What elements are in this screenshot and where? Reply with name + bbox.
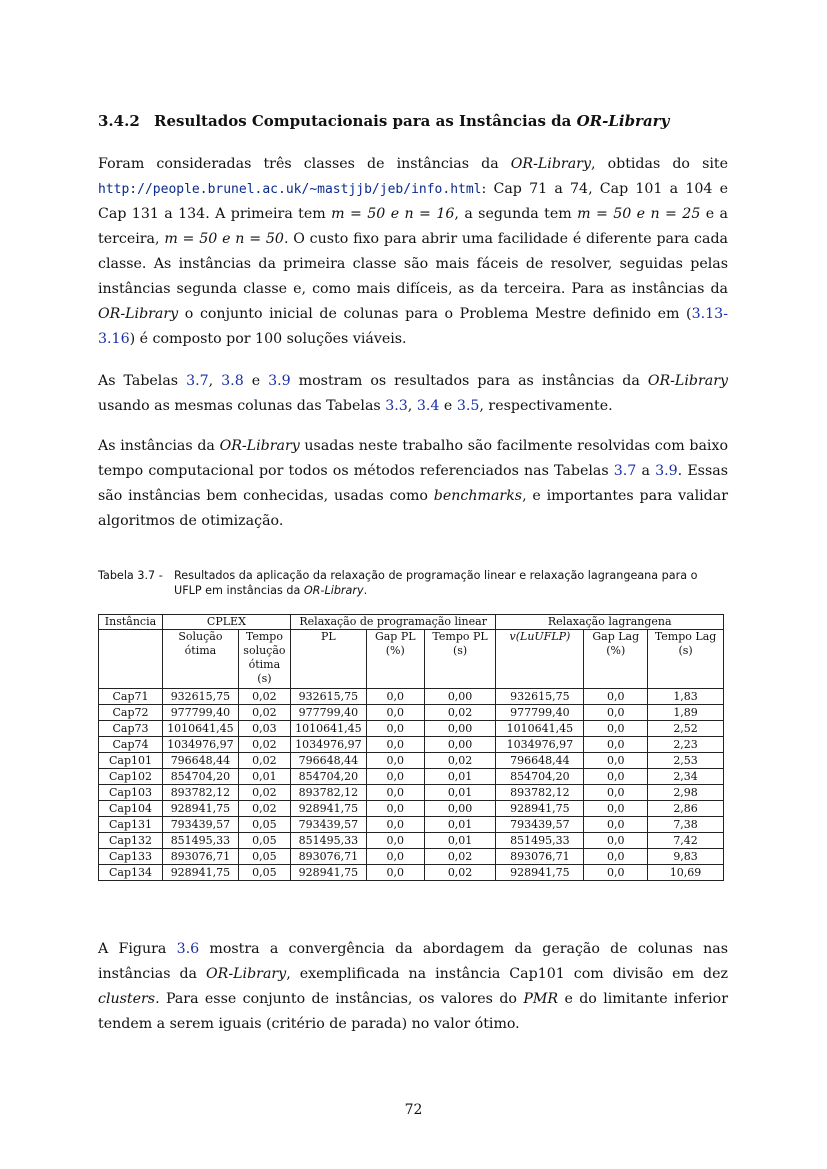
pmr-term: PMR bbox=[523, 991, 559, 1007]
math-expression: m = 50 e n = 25 bbox=[577, 206, 701, 222]
table-row bbox=[99, 817, 724, 833]
table-cell: 0,0 bbox=[366, 689, 424, 705]
clusters-term: clusters bbox=[98, 991, 156, 1007]
table-cell: 793439,57 bbox=[496, 817, 584, 833]
table-group-header-row bbox=[99, 615, 724, 630]
header-instancia: Instância bbox=[99, 615, 163, 630]
page-number: 72 bbox=[404, 1102, 423, 1118]
table-cell: 0,0 bbox=[366, 737, 424, 753]
text-span: a bbox=[636, 463, 656, 479]
table-row bbox=[99, 785, 724, 801]
paragraph-benchmarks bbox=[98, 434, 728, 534]
table-cell: 2,23 bbox=[648, 737, 724, 753]
table-cell: Cap102 bbox=[99, 769, 163, 785]
table-cell: 851495,33 bbox=[496, 833, 584, 849]
table-row bbox=[99, 801, 724, 817]
table-cell: 928941,75 bbox=[290, 801, 366, 817]
caption-text bbox=[174, 568, 724, 598]
table-cell: Cap104 bbox=[99, 801, 163, 817]
header-empty bbox=[99, 630, 163, 689]
or-library-term: OR-Library bbox=[98, 306, 179, 322]
table-cell: 928941,75 bbox=[496, 865, 584, 881]
table-cell: 0,02 bbox=[238, 801, 290, 817]
table-cell: 928941,75 bbox=[162, 865, 238, 881]
table-cell: 0,0 bbox=[584, 737, 648, 753]
table-cell: 0,00 bbox=[424, 689, 496, 705]
text-span: usadas neste trabalho são facilmente resolvidas com baixo tempo computacional por todos os métodos referenciados nas Tabelas bbox=[98, 438, 728, 479]
table-cell: 0,0 bbox=[366, 769, 424, 785]
table-cell: 793439,57 bbox=[290, 817, 366, 833]
table-cell: 0,01 bbox=[424, 769, 496, 785]
table-cell: 2,98 bbox=[648, 785, 724, 801]
table-cell: 0,02 bbox=[238, 689, 290, 705]
header-vlag: v(LuUFLP) bbox=[496, 630, 584, 689]
table-cell: 0,00 bbox=[424, 737, 496, 753]
table-cell: 0,0 bbox=[366, 801, 424, 817]
table-cell: 0,03 bbox=[238, 721, 290, 737]
table-cell: 7,42 bbox=[648, 833, 724, 849]
table-cell: 0,0 bbox=[584, 865, 648, 881]
table-cell: 0,01 bbox=[238, 769, 290, 785]
table-cell: 0,0 bbox=[366, 785, 424, 801]
table-cell: 0,01 bbox=[424, 817, 496, 833]
table-cell: 0,02 bbox=[238, 753, 290, 769]
or-library-term: OR-Library bbox=[206, 966, 287, 982]
header-pl: PL bbox=[290, 630, 366, 689]
table-row bbox=[99, 753, 724, 769]
text-span: As instâncias da bbox=[98, 438, 220, 454]
section-title-italic: OR-Library bbox=[576, 112, 670, 130]
table-cell: 1034976,97 bbox=[290, 737, 366, 753]
table-cell: 9,83 bbox=[648, 849, 724, 865]
table-cell: 0,0 bbox=[584, 689, 648, 705]
table-cell: 0,05 bbox=[238, 865, 290, 881]
text-span: o conjunto inicial de colunas para o Problema Mestre definido em ( bbox=[178, 306, 692, 322]
table-caption bbox=[98, 568, 728, 598]
table-cell: 0,02 bbox=[424, 865, 496, 881]
table-ref-link[interactable]: 3.9 bbox=[655, 463, 678, 479]
caption-end: . bbox=[363, 584, 368, 597]
section-heading bbox=[98, 112, 738, 130]
text-span: , obtidas do site bbox=[590, 156, 728, 172]
table-ref-link[interactable]: 3.5 bbox=[456, 398, 480, 414]
table-cell: 0,0 bbox=[584, 801, 648, 817]
table-row bbox=[99, 689, 724, 705]
table-cell: 893076,71 bbox=[290, 849, 366, 865]
or-library-term: OR-Library bbox=[647, 373, 728, 389]
table-row bbox=[99, 865, 724, 881]
table-cell: 7,38 bbox=[648, 817, 724, 833]
table-cell: Cap133 bbox=[99, 849, 163, 865]
table-ref-link[interactable]: 3.9 bbox=[268, 373, 291, 389]
table-column-header-row bbox=[99, 630, 724, 689]
table-cell: 1010641,45 bbox=[496, 721, 584, 737]
table-cell: 0,01 bbox=[424, 833, 496, 849]
or-library-term: OR-Library bbox=[510, 156, 591, 172]
math-expression: m = 50 e n = 50 bbox=[164, 231, 284, 247]
paragraph-tables bbox=[98, 369, 728, 419]
table-cell: 1010641,45 bbox=[162, 721, 238, 737]
text-span: mostra a convergência da abordagem da geração de colunas nas instâncias da bbox=[98, 941, 729, 982]
table-cell: 0,05 bbox=[238, 817, 290, 833]
table-cell: 893076,71 bbox=[496, 849, 584, 865]
text-span: , a segunda tem bbox=[454, 206, 578, 222]
table-cell: 0,0 bbox=[366, 817, 424, 833]
table-cell: 0,0 bbox=[584, 833, 648, 849]
or-library-term: OR-Library bbox=[219, 438, 300, 454]
table-cell: Cap73 bbox=[99, 721, 163, 737]
text-span: usando as mesmas colunas das Tabelas bbox=[98, 398, 386, 414]
table-cell: 854704,20 bbox=[162, 769, 238, 785]
section-number: 3.4.2 bbox=[98, 112, 140, 130]
table-cell: 1,89 bbox=[648, 705, 724, 721]
text-span: , respectivamente. bbox=[479, 398, 613, 414]
text-span: . Para esse conjunto de instâncias, os valores do bbox=[155, 991, 524, 1007]
text-span: , exemplificada na instância Cap101 com divisão em dez bbox=[286, 966, 728, 982]
table-body bbox=[99, 689, 724, 881]
table-ref-link[interactable]: 3.8 bbox=[221, 373, 244, 389]
table-cell: Cap74 bbox=[99, 737, 163, 753]
figure-ref-link[interactable]: 3.6 bbox=[176, 941, 200, 957]
table-cell: 10,69 bbox=[648, 865, 724, 881]
header-gap-lag: Gap Lag (%) bbox=[584, 630, 648, 689]
site-url-link[interactable]: http://people.brunel.ac.uk/~mastjjb/jeb/info.html bbox=[98, 182, 482, 197]
table-cell: 0,0 bbox=[584, 785, 648, 801]
table-cell: Cap131 bbox=[99, 817, 163, 833]
paragraph-instances bbox=[98, 152, 728, 352]
table-cell: 0,0 bbox=[584, 705, 648, 721]
table-cell: 0,02 bbox=[424, 705, 496, 721]
table-cell: 0,00 bbox=[424, 721, 496, 737]
header-gap-pl: Gap PL (%) bbox=[366, 630, 424, 689]
text-span: As Tabelas bbox=[98, 373, 187, 389]
text-span: e bbox=[243, 373, 269, 389]
text-span: , e importantes para validar algoritmos de otimização. bbox=[98, 488, 729, 529]
table-cell: 851495,33 bbox=[162, 833, 238, 849]
table-cell: 0,05 bbox=[238, 833, 290, 849]
table-cell: 893076,71 bbox=[162, 849, 238, 865]
table-cell: 0,0 bbox=[366, 705, 424, 721]
header-relax-lag: Relaxação lagrangena bbox=[496, 615, 724, 630]
equation-ref-link[interactable]: 3.13-3.16 bbox=[98, 306, 728, 347]
table-cell: 977799,40 bbox=[290, 705, 366, 721]
table-cell: 0,0 bbox=[366, 753, 424, 769]
table-cell: 1034976,97 bbox=[496, 737, 584, 753]
text-span: e do limitante inferior tendem a serem iguais (critério de parada) no valor ótimo. bbox=[98, 991, 728, 1032]
text-span: ) é composto por 100 soluções viáveis. bbox=[129, 331, 407, 347]
table-cell: 928941,75 bbox=[162, 801, 238, 817]
table-cell: Cap71 bbox=[99, 689, 163, 705]
table-cell: 796648,44 bbox=[162, 753, 238, 769]
table-cell: 2,34 bbox=[648, 769, 724, 785]
table-ref-link[interactable]: 3.4 bbox=[416, 398, 440, 414]
table-cell: 1034976,97 bbox=[162, 737, 238, 753]
text-span: e a terceira, bbox=[98, 206, 729, 247]
table-cell: 1010641,45 bbox=[290, 721, 366, 737]
table-cell: 2,53 bbox=[648, 753, 724, 769]
table-cell: 932615,75 bbox=[162, 689, 238, 705]
table-row bbox=[99, 705, 724, 721]
table-cell: Cap103 bbox=[99, 785, 163, 801]
table-row bbox=[99, 833, 724, 849]
header-tempo-lag: Tempo Lag (s) bbox=[648, 630, 724, 689]
table-cell: 0,02 bbox=[238, 785, 290, 801]
table-cell: 928941,75 bbox=[496, 801, 584, 817]
header-sol: Solução ótima bbox=[162, 630, 238, 689]
table-cell: 0,0 bbox=[584, 817, 648, 833]
caption-label: Tabela 3.7 - bbox=[98, 569, 163, 582]
table-cell: 0,02 bbox=[238, 737, 290, 753]
results-table bbox=[98, 614, 724, 881]
table-cell: 851495,33 bbox=[290, 833, 366, 849]
table-cell: 0,0 bbox=[584, 769, 648, 785]
section-title: Resultados Computacionais para as Instâncias da bbox=[154, 112, 577, 130]
table-ref-link[interactable]: 3.3 bbox=[385, 398, 408, 414]
table-row bbox=[99, 737, 724, 753]
text-span: mostram os resultados para as instâncias da bbox=[290, 373, 648, 389]
table-cell: 0,0 bbox=[366, 721, 424, 737]
text-span: Foram consideradas três classes de instâncias da bbox=[98, 156, 511, 172]
table-cell: 893782,12 bbox=[496, 785, 584, 801]
table-cell: 2,86 bbox=[648, 801, 724, 817]
table-cell: Cap134 bbox=[99, 865, 163, 881]
text-span: , bbox=[208, 373, 222, 389]
table-row bbox=[99, 769, 724, 785]
text-span: , bbox=[407, 398, 417, 414]
table-row bbox=[99, 849, 724, 865]
table-cell: 0,0 bbox=[584, 753, 648, 769]
header-tempo: Tempo solução ótima (s) bbox=[238, 630, 290, 689]
table-cell: 796648,44 bbox=[496, 753, 584, 769]
text-span: e bbox=[439, 398, 457, 414]
header-cplex: CPLEX bbox=[162, 615, 290, 630]
table-cell: 854704,20 bbox=[290, 769, 366, 785]
table-cell: 932615,75 bbox=[496, 689, 584, 705]
table-cell: 793439,57 bbox=[162, 817, 238, 833]
text-span: : Cap 71 a 74, Cap 101 a 104 e Cap 131 a 134. A primeira tem bbox=[98, 181, 728, 222]
text-span: . O custo fixo para abrir uma facilidade é diferente para cada classe. As instâncias da primeira classe são mais fáceis de resolver, seguidas pelas instâncias segunda classe e, como mais difíceis, as da terceira. Para as instâncias da bbox=[98, 231, 728, 297]
table-cell: 0,00 bbox=[424, 801, 496, 817]
table-cell: 977799,40 bbox=[162, 705, 238, 721]
table-cell: 1,83 bbox=[648, 689, 724, 705]
table-cell: 0,02 bbox=[424, 849, 496, 865]
table-cell: 854704,20 bbox=[496, 769, 584, 785]
table-cell: 0,02 bbox=[238, 705, 290, 721]
table-cell: Cap132 bbox=[99, 833, 163, 849]
table-ref-link[interactable]: 3.7 bbox=[613, 463, 637, 479]
math-expression: m = 50 e n = 16 bbox=[331, 206, 455, 222]
header-tempo-pl: Tempo PL (s) bbox=[424, 630, 496, 689]
table-cell: 0,05 bbox=[238, 849, 290, 865]
paragraph-figure bbox=[98, 937, 728, 1037]
table-cell: 0,02 bbox=[424, 753, 496, 769]
table-cell: Cap101 bbox=[99, 753, 163, 769]
table-cell: 0,0 bbox=[366, 833, 424, 849]
or-library-term: OR-Library bbox=[303, 584, 364, 597]
table-cell: 893782,12 bbox=[290, 785, 366, 801]
table-cell: 0,0 bbox=[584, 721, 648, 737]
table-cell: 0,0 bbox=[366, 865, 424, 881]
table-cell: 0,0 bbox=[366, 849, 424, 865]
table-ref-link[interactable]: 3.7 bbox=[186, 373, 209, 389]
table-cell: 0,0 bbox=[584, 849, 648, 865]
table-cell: Cap72 bbox=[99, 705, 163, 721]
table-row bbox=[99, 721, 724, 737]
table-cell: 0,01 bbox=[424, 785, 496, 801]
table-cell: 977799,40 bbox=[496, 705, 584, 721]
text-span: A Figura bbox=[98, 941, 177, 957]
table-cell: 928941,75 bbox=[290, 865, 366, 881]
table-cell: 2,52 bbox=[648, 721, 724, 737]
caption-body: Resultados da aplicação da relaxação de programação linear e relaxação lagrangeana para o UFLP em instâncias da bbox=[174, 569, 698, 597]
benchmarks-term: benchmarks bbox=[433, 488, 523, 504]
header-relax-pl: Relaxação de programação linear bbox=[290, 615, 496, 630]
table-cell: 893782,12 bbox=[162, 785, 238, 801]
table-cell: 932615,75 bbox=[290, 689, 366, 705]
text-span: . Essas são instâncias bem conhecidas, usadas como bbox=[98, 463, 728, 504]
table-cell: 796648,44 bbox=[290, 753, 366, 769]
